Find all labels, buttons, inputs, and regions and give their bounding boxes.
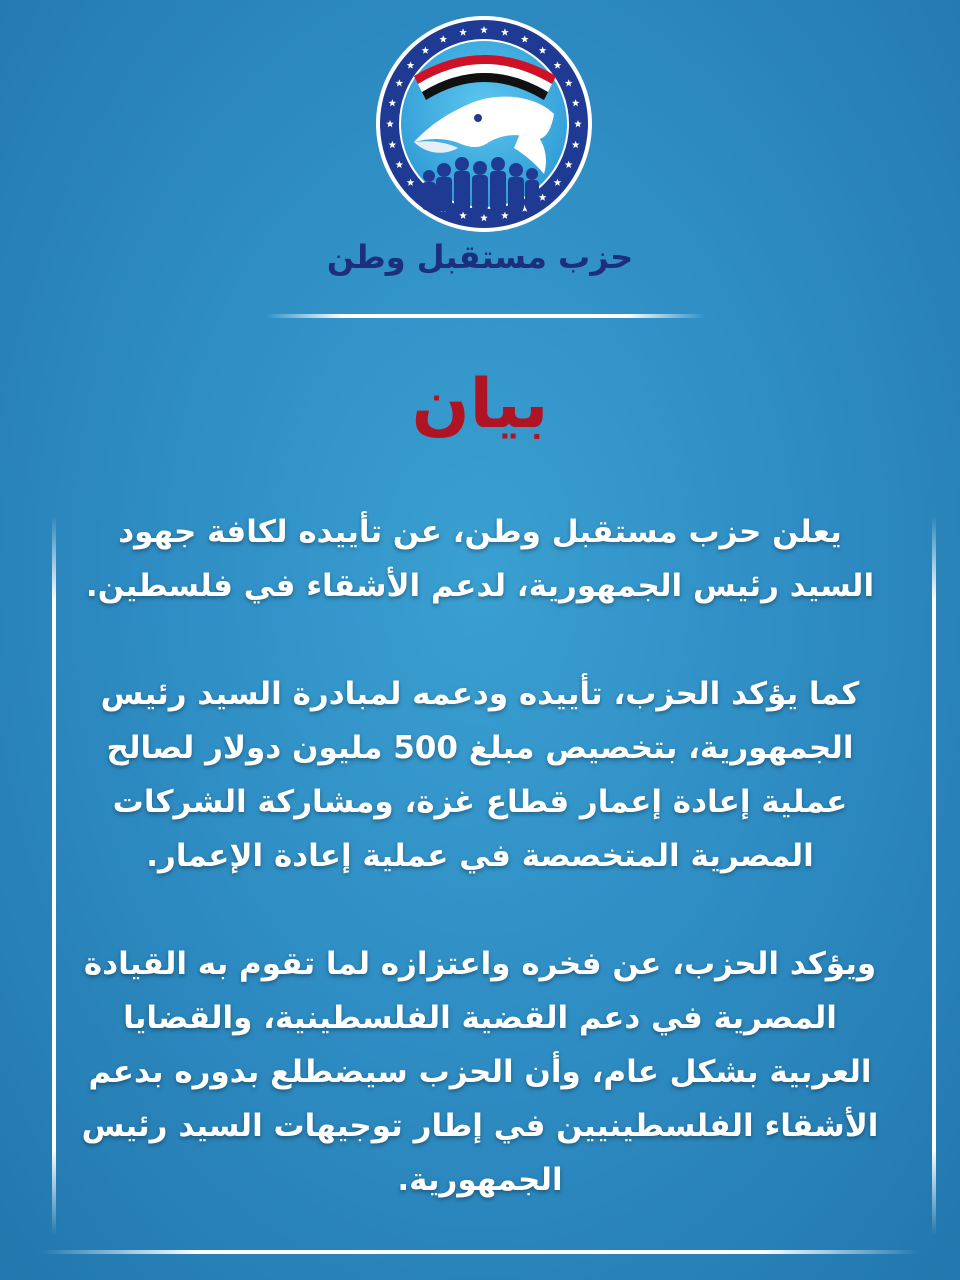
left-frame-line	[52, 515, 56, 1235]
top-divider	[265, 314, 705, 318]
party-logo	[374, 14, 594, 234]
statement-paragraph-1: يعلن حزب مستقبل وطن، عن تأييده لكافة جهود السيد رئيس الجمهورية، لدعم الأشقاء في فلسطين.	[85, 514, 875, 604]
statement-title: بيان	[411, 365, 549, 444]
eagle-emblem-icon	[374, 14, 594, 234]
statement-body	[80, 505, 880, 1207]
statement-paragraph-3: ويؤكد الحزب، عن فخره واعتزازه لما تقوم به القيادة المصرية في دعم القضية الفلسطينية، والقضايا العربية بشكل عام، وأن الحزب سيضطلع بدوره بدعم الأشقاء الفلسطينيين في إطار توجيهات السيد رئيس الجمهورية.	[81, 946, 879, 1198]
statement-paragraph-2: كما يؤكد الحزب، تأييده ودعمه لمبادرة السيد رئيس الجمهورية، بتخصيص مبلغ 500 مليون دولار لصالح عملية إعادة إعمار قطاع غزة، ومشاركة الشركات المصرية المتخصصة في عملية إعادة الإعمار.	[100, 676, 860, 874]
right-frame-line	[932, 515, 936, 1235]
party-name: حزب مستقبل وطن	[326, 238, 634, 276]
bottom-divider	[40, 1250, 920, 1254]
